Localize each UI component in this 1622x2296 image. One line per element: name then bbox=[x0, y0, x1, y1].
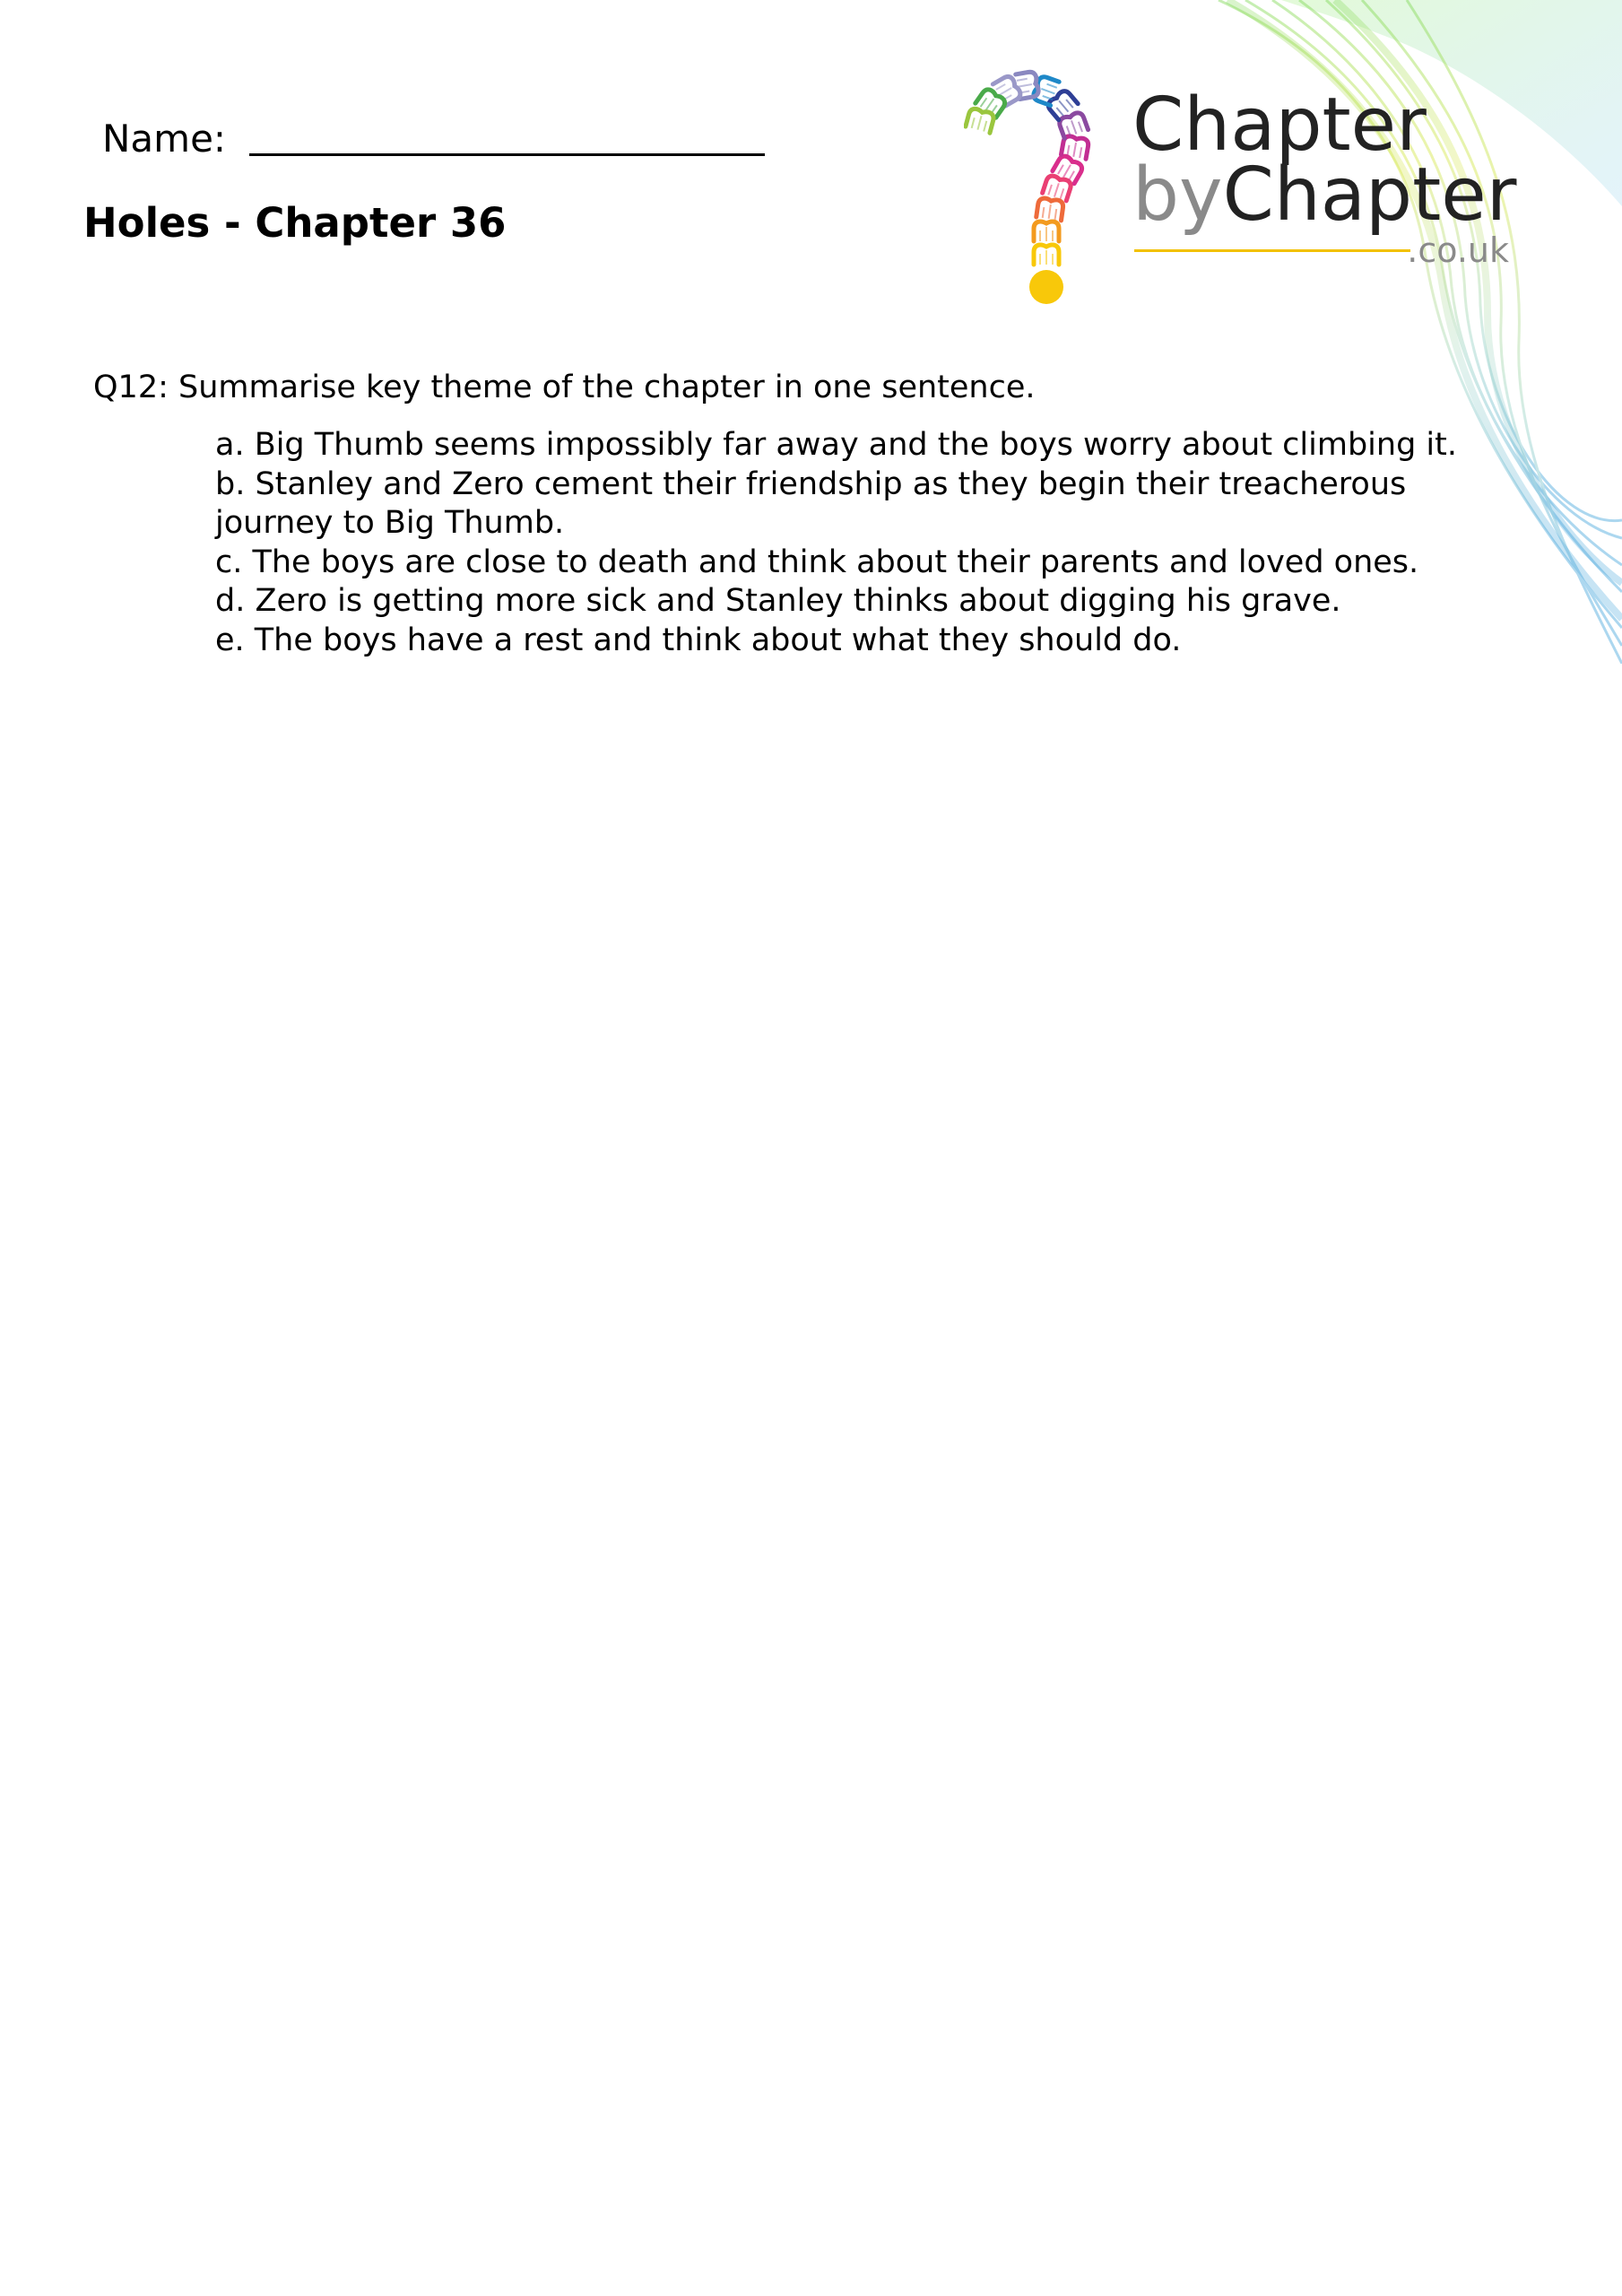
logo-line2 bbox=[1132, 152, 1517, 238]
logo-dot bbox=[1029, 270, 1063, 304]
book-glyph bbox=[1037, 197, 1064, 221]
book-arc-icon bbox=[966, 71, 1089, 265]
name-row bbox=[102, 117, 765, 161]
book-glyph bbox=[966, 108, 995, 133]
answer-options bbox=[215, 426, 1524, 660]
option-d: d. Zero is getting more sick and Stanley thinks about digging his grave. bbox=[215, 583, 1341, 619]
option-c: c. The boys are close to death and think about their parents and loved ones. bbox=[215, 544, 1419, 580]
logo-by: by bbox=[1132, 152, 1223, 238]
name-input-line[interactable] bbox=[249, 153, 765, 156]
option-a: a. Big Thumb seems impossibly far away and the boys worry about climbing it. bbox=[215, 427, 1457, 463]
chapter-by-chapter-logo bbox=[964, 49, 1538, 318]
logo-underline bbox=[1134, 249, 1410, 252]
logo-domain: .co.uk bbox=[1407, 230, 1509, 270]
logo-chapter: Chapter bbox=[1222, 152, 1517, 238]
page-title: Holes - Chapter 36 bbox=[83, 199, 507, 247]
logo-line1: Chapter bbox=[1132, 83, 1427, 168]
option-e: e. The boys have a rest and think about what they should do. bbox=[215, 622, 1182, 658]
name-label: Name: bbox=[102, 117, 227, 161]
book-glyph bbox=[1034, 245, 1059, 265]
question-prompt: Q12: Summarise key theme of the chapter in one sentence. bbox=[93, 370, 1036, 405]
option-b: b. Stanley and Zero cement their friendship as they begin their treacherous journey to Big Thumb. bbox=[215, 465, 1407, 541]
book-glyph bbox=[993, 74, 1022, 106]
book-glyph bbox=[1034, 222, 1059, 241]
